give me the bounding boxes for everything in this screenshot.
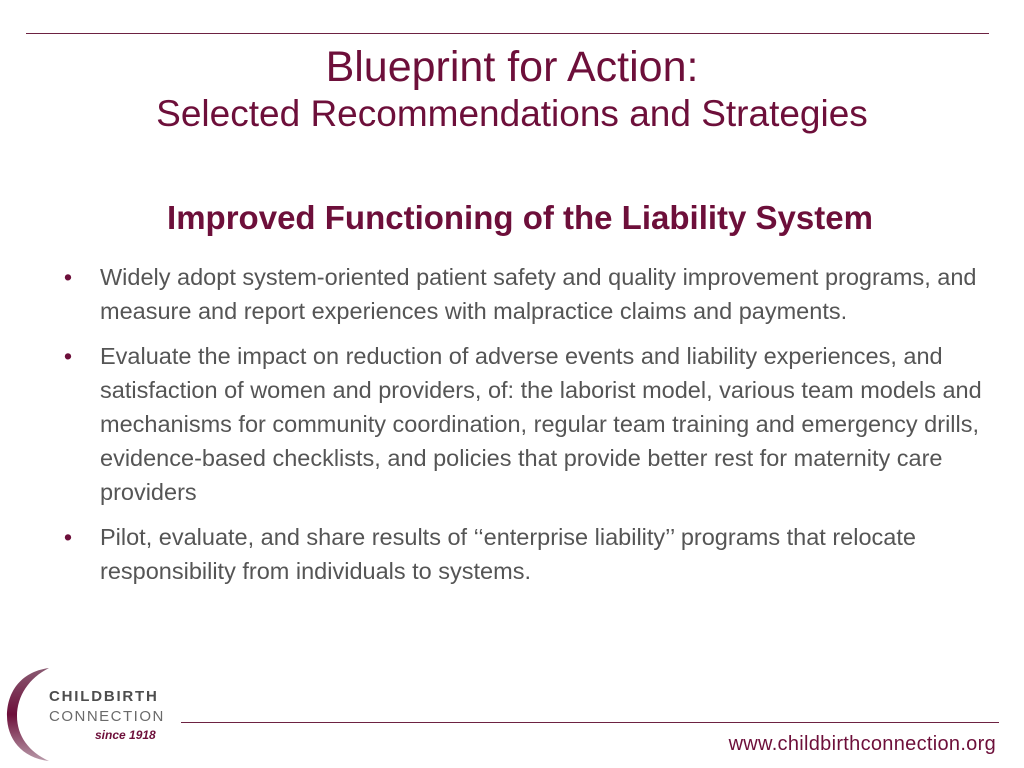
bullet-text: Pilot, evaluate, and share results of ‘‘enterprise liability’’ programs that relocate responsibility from individuals to systems.	[100, 524, 916, 584]
slide-title: Blueprint for Action:	[325, 43, 699, 91]
childbirth-connection-logo	[5, 666, 177, 762]
bullet-text: Evaluate the impact on reduction of adverse events and liability experiences, and satisfaction of women and providers, of: the laborist model, various team models and mechanisms for community coordination, regular team training and emergency drills, evidence-based checklists, and policies that provide better rest for maternity care providers	[100, 343, 982, 505]
bullet-item	[58, 260, 983, 328]
section-heading: Improved Functioning of the Liability System	[167, 199, 873, 236]
footer-website-link[interactable]: www.childbirthconnection.org	[728, 733, 996, 755]
top-divider	[26, 33, 989, 34]
bullet-dot-icon: •	[63, 524, 73, 550]
bullet-item	[58, 339, 983, 509]
bullet-list	[58, 260, 983, 599]
slide-subtitle: Selected Recommendations and Strategies	[156, 93, 868, 134]
logo-wordmark-line2: CONNECTION	[49, 708, 165, 725]
bullet-dot-icon: •	[63, 264, 73, 290]
logo-wordmark-line1: CHILDBIRTH	[49, 688, 159, 705]
logo-since-year: since 1918	[95, 728, 156, 742]
bottom-divider	[181, 722, 999, 723]
bullet-item	[58, 520, 983, 588]
bullet-dot-icon: •	[63, 343, 73, 369]
bullet-text: Widely adopt system-oriented patient safety and quality improvement programs, and measure and report experiences with malpractice claims and payments.	[100, 264, 977, 324]
